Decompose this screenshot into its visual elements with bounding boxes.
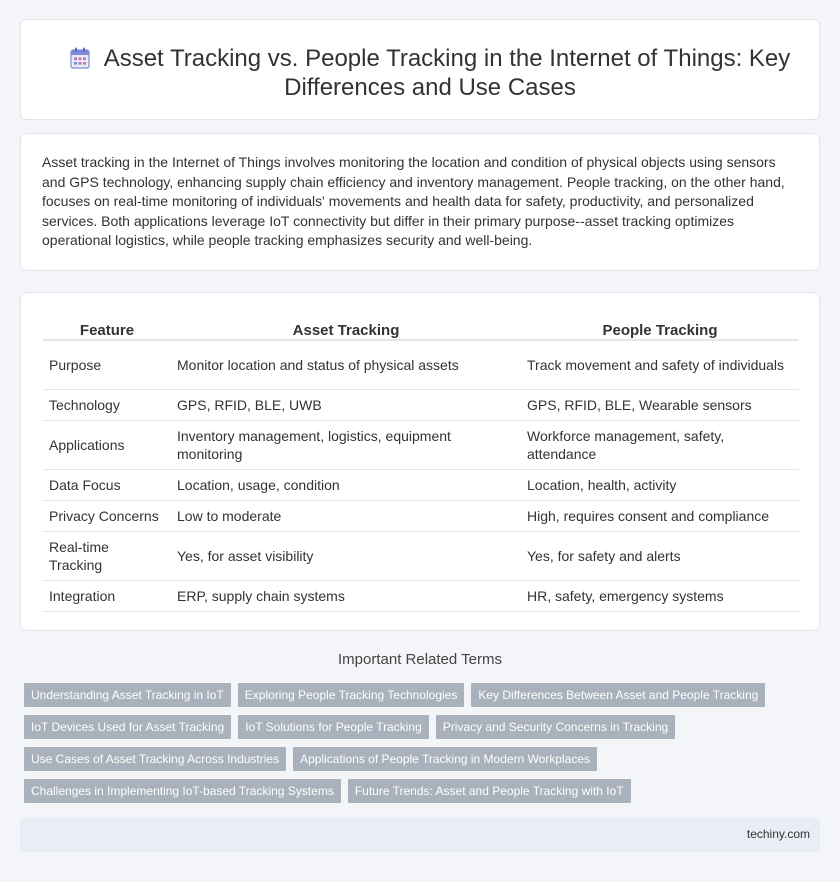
table-header-row	[43, 313, 799, 341]
related-terms-list	[24, 683, 814, 811]
header-people-tracking: People Tracking	[521, 313, 799, 341]
cell-people: HR, safety, emergency systems	[521, 581, 799, 612]
cell-people: Location, health, activity	[521, 470, 799, 501]
related-term-tag[interactable]: Future Trends: Asset and People Tracking with IoT	[348, 779, 631, 803]
cell-asset: Low to moderate	[171, 501, 521, 532]
cell-asset: ERP, supply chain systems	[171, 581, 521, 612]
related-term-tag[interactable]: Privacy and Security Concerns in Tracking	[436, 715, 675, 739]
page-title-text: Asset Tracking vs. People Tracking in the Internet of Things: Key Differences and Use Cases	[103, 45, 791, 101]
cell-feature: Data Focus	[43, 470, 171, 501]
tag-row	[24, 715, 814, 739]
table-row	[43, 341, 799, 390]
cell-feature: Real-time Tracking	[43, 532, 171, 581]
header-asset-tracking: Asset Tracking	[171, 313, 521, 341]
table-row	[43, 532, 799, 581]
header-card	[20, 19, 820, 120]
comparison-table-card	[20, 292, 820, 631]
tag-row	[24, 779, 814, 803]
table-row	[43, 421, 799, 470]
related-term-tag[interactable]: IoT Devices Used for Asset Tracking	[24, 715, 231, 739]
related-term-tag[interactable]: Key Differences Between Asset and People Tracking	[471, 683, 765, 707]
title-wrap	[61, 44, 799, 102]
cell-feature: Integration	[43, 581, 171, 612]
related-term-tag[interactable]: Exploring People Tracking Technologies	[238, 683, 465, 707]
related-term-tag[interactable]: Understanding Asset Tracking in IoT	[24, 683, 231, 707]
cell-asset: Inventory management, logistics, equipment monitoring	[171, 421, 521, 470]
cell-feature: Technology	[43, 390, 171, 421]
table-row	[43, 581, 799, 612]
cell-feature: Privacy Concerns	[43, 501, 171, 532]
related-term-tag[interactable]: Use Cases of Asset Tracking Across Industries	[24, 747, 286, 771]
related-term-tag[interactable]: Applications of People Tracking in Modern Workplaces	[293, 747, 597, 771]
cell-people: Workforce management, safety, attendance	[521, 421, 799, 470]
table-row	[43, 501, 799, 532]
cell-feature: Applications	[43, 421, 171, 470]
cell-people: GPS, RFID, BLE, Wearable sensors	[521, 390, 799, 421]
table-row	[43, 470, 799, 501]
cell-asset: Monitor location and status of physical assets	[171, 341, 521, 390]
cell-asset: GPS, RFID, BLE, UWB	[171, 390, 521, 421]
related-term-tag[interactable]: IoT Solutions for People Tracking	[238, 715, 429, 739]
intro-card	[20, 133, 820, 271]
cell-asset: Yes, for asset visibility	[171, 532, 521, 581]
cell-people: High, requires consent and compliance	[521, 501, 799, 532]
tag-row	[24, 747, 814, 771]
cell-feature: Purpose	[43, 341, 171, 390]
header-feature: Feature	[43, 313, 171, 341]
table-row	[43, 390, 799, 421]
tag-row	[24, 683, 814, 707]
cell-people: Track movement and safety of individuals	[521, 341, 799, 390]
cell-people: Yes, for safety and alerts	[521, 532, 799, 581]
page-title	[61, 44, 799, 102]
cell-asset: Location, usage, condition	[171, 470, 521, 501]
footer	[20, 818, 820, 852]
calendar-icon	[70, 47, 90, 69]
comparison-table	[43, 313, 799, 612]
footer-site-link[interactable]: techiny.com	[746, 827, 810, 841]
intro-paragraph: Asset tracking in the Internet of Things involves monitoring the location and condition of physical objects using sensors and GPS technology, enhancing supply chain efficiency and inventory management. People tracking, on the other hand, focuses on real-time monitoring of individuals' movements and health data for safety, productivity, and personalized services. Both applications leverage IoT connectivity but differ in their primary purpose--asset tracking optimizes operational logistics, while people tracking emphasizes security and well-being.	[42, 154, 785, 249]
related-term-tag[interactable]: Challenges in Implementing IoT-based Tracking Systems	[24, 779, 341, 803]
related-terms-title: Important Related Terms	[338, 651, 502, 668]
